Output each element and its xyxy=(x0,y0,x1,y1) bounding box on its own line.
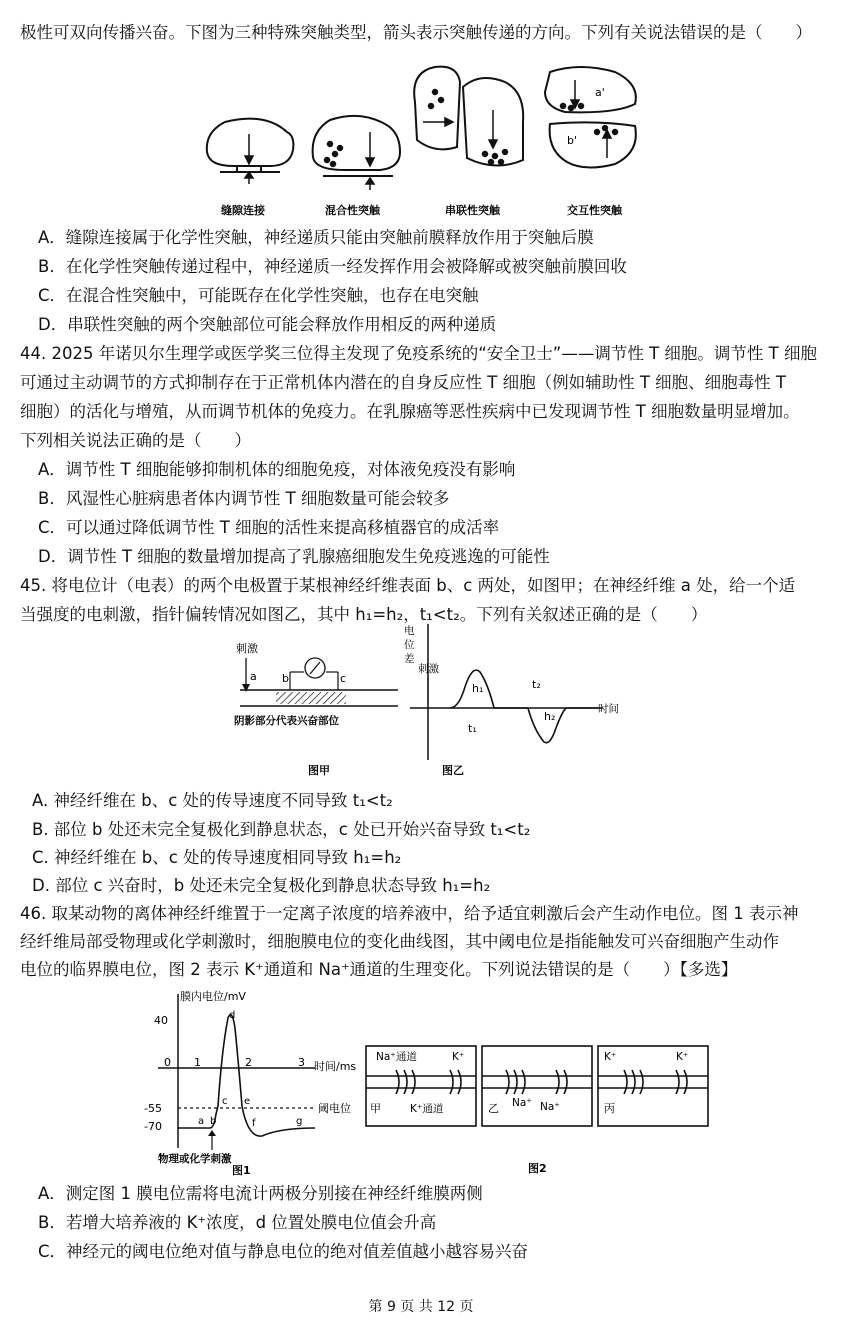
q45-option-d[interactable]: D. 部位 c 兴奋时，b 处还未完全复极化到静息状态导致 h₁=h₂ xyxy=(32,876,491,895)
q45-option-c[interactable]: C. 神经纤维在 b、c 处的传导速度相同导致 h₁=h₂ xyxy=(32,848,402,867)
page-footer: 第 9 页 共 12 页 xyxy=(368,1299,474,1315)
reciprocal-synapse-lower xyxy=(550,122,636,167)
q45-stem-line-1: 45. 将电位计（电表）的两个电极置于某根神经纤维表面 b、c 两处，如图甲；在神经纤维 a 处，给一个适 xyxy=(20,576,796,595)
yi-caption: 图乙 xyxy=(442,764,464,777)
yi-h2: h₂ xyxy=(544,710,556,723)
yi-h1: h₁ xyxy=(472,682,484,695)
fig2-na-ion-1: Na⁺ xyxy=(512,1097,532,1109)
caption-series-synapse: 串联性突触 xyxy=(445,204,500,217)
fig1-xtick-2: 2 xyxy=(245,1056,252,1069)
q46-stem-line-3: 电位的临界膜电位，图 2 表示 K⁺通道和 Na⁺通道的生理变化。下列说法错误的是（ ）【多选】 xyxy=(20,960,738,979)
label-a-prime: a' xyxy=(595,86,605,99)
fig2-na-ion-2: Na⁺ xyxy=(540,1101,560,1113)
fig1-stim-label: 物理或化学刺激 xyxy=(158,1153,232,1165)
fig1-ytick-40: 40 xyxy=(154,1014,168,1027)
figure-2-channels xyxy=(362,1040,716,1180)
yi-stim-label: 刺激 xyxy=(418,663,439,675)
q43-option-d[interactable]: D．串联性突触的两个突触部位可能会释放作用相反的两种递质 xyxy=(38,315,497,334)
q44-stem-line-2: 可通过主动调节的方式抑制存在于正常机体内潜在的自身反应性 T 细胞（例如辅助性 T 细胞、细胞毒性 T xyxy=(20,373,786,392)
jia-point-c: c xyxy=(340,672,347,685)
q43-option-b[interactable]: B．在化学性突触传递过程中，神经递质一经发挥作用会被降解或被突触前膜回收 xyxy=(38,257,627,276)
fig1-ytick-70: -70 xyxy=(144,1120,162,1133)
fig2-k-ion-3: K⁺ xyxy=(676,1051,689,1063)
label-b-prime: b' xyxy=(567,134,578,147)
series-synapse-presyn xyxy=(414,67,460,150)
fig1-point-c: c xyxy=(222,1096,228,1107)
q45-option-a[interactable]: A. 神经纤维在 b、c 处的传导速度不同导致 t₁<t₂ xyxy=(32,791,393,810)
yi-t2: t₂ xyxy=(532,678,541,691)
caption-mixed-synapse: 混合性突触 xyxy=(325,204,380,217)
q44-option-c[interactable]: C．可以通过降低调节性 T 细胞的活性来提高移植器官的成活率 xyxy=(38,518,500,537)
fig2-k-ion-1: K⁺ xyxy=(452,1051,465,1063)
q46-option-a[interactable]: A．测定图 1 膜电位需将电流计两极分别接在神经纤维膜两侧 xyxy=(38,1184,483,1203)
figure-1-action-potential xyxy=(140,988,370,1178)
figure-jia xyxy=(228,636,408,781)
fig1-caption: 图1 xyxy=(232,1164,251,1177)
fig1-xlabel: 时间/ms xyxy=(314,1060,357,1073)
fig2-panel-jia: 甲 xyxy=(370,1102,381,1115)
q46-option-b[interactable]: B．若增大培养液的 K⁺浓度，d 位置处膜电位值会升高 xyxy=(38,1213,437,1232)
fig1-point-g: g xyxy=(296,1116,303,1127)
q44-stem-line-4: 下列相关说法正确的是（ ） xyxy=(20,431,251,450)
q45-option-b[interactable]: B. 部位 b 处还未完全复极化到静息状态，c 处已开始兴奋导致 t₁<t₂ xyxy=(32,820,531,839)
fig2-k-channel: K⁺通道 xyxy=(410,1103,444,1115)
fig1-xtick-1: 1 xyxy=(194,1056,201,1069)
figure-yi xyxy=(398,620,638,782)
q43-option-a[interactable]: A．缝隙连接属于化学性突触，神经递质只能由突触前膜释放作用于突触后膜 xyxy=(38,228,594,247)
fig1-point-b: b xyxy=(210,1116,217,1127)
fig1-threshold-label: 阈电位 xyxy=(318,1102,351,1115)
fig2-na-channel: Na⁺通道 xyxy=(376,1051,417,1063)
synapse-types-figure xyxy=(195,62,655,220)
fig1-point-f: f xyxy=(252,1118,256,1129)
q46-stem-line-1: 46. 取某动物的离体神经纤维置于一定离子浓度的培养液中，给予适宜刺激后会产生动作电位。图 1 表示神 xyxy=(20,904,799,923)
fig2-panel-bing: 丙 xyxy=(604,1102,615,1115)
yi-ylabel-1: 电 xyxy=(404,625,415,637)
q46-option-c[interactable]: C．神经元的阈电位绝对值与静息电位的绝对值差值越小越容易兴奋 xyxy=(38,1242,529,1261)
q44-option-d[interactable]: D．调节性 T 细胞的数量增加提高了乳腺癌细胞发生免疫逃逸的可能性 xyxy=(38,547,550,566)
reciprocal-synapse-upper xyxy=(545,67,636,112)
fig2-caption: 图2 xyxy=(528,1162,547,1175)
q44-option-a[interactable]: A．调节性 T 细胞能够抑制机体的细胞免疫，对体液免疫没有影响 xyxy=(38,460,516,479)
fig1-xtick-3: 3 xyxy=(298,1056,305,1069)
fig1-ytick-55: -55 xyxy=(144,1102,162,1115)
q44-stem-line-3: 细胞）的活化与增殖，从而调节机体的免疫力。在乳腺癌等恶性疾病中已发现调节性 T 细胞数量明显增加。 xyxy=(20,402,800,421)
fig1-point-d: d xyxy=(229,1010,236,1021)
q45-stem-line-2: 当强度的电刺激，指针偏转情况如图乙，其中 h₁=h₂，t₁<t₂。下列有关叙述正确的是（ ） xyxy=(20,605,708,624)
fig1-ytick-0: 0 xyxy=(164,1056,171,1069)
intro-line: 极性可双向传播兴奋。下图为三种特殊突触类型，箭头表示突触传递的方向。下列有关说法错误的是（ ） xyxy=(20,23,812,42)
yi-ylabel-3: 差 xyxy=(404,653,415,665)
fig1-ylabel: 膜内电位/mV xyxy=(180,990,246,1003)
yi-xlabel: 时间 xyxy=(598,703,619,715)
fig1-point-a: a xyxy=(198,1116,205,1127)
caption-reciprocal-synapse: 交互性突触 xyxy=(567,204,622,217)
fig2-panel-yi: 乙 xyxy=(488,1102,499,1115)
caption-gap-junction: 缝隙连接 xyxy=(221,204,265,217)
q44-stem-line-1: 44. 2025 年诺贝尔生理学或医学奖三位得主发现了免疫系统的“安全卫士”——调节性 T 细胞。调节性 T 细胞 xyxy=(20,344,817,363)
q44-option-b[interactable]: B．风湿性心脏病患者体内调节性 T 细胞数量可能会较多 xyxy=(38,489,450,508)
jia-point-a: a xyxy=(250,670,257,683)
jia-point-b: b xyxy=(282,672,289,685)
jia-note: 阴影部分代表兴奋部位 xyxy=(234,715,339,727)
yi-t1: t₁ xyxy=(468,722,477,735)
jia-stim-label: 刺激 xyxy=(236,642,258,655)
fig2-k-ion-2: K⁺ xyxy=(604,1051,617,1063)
jia-caption: 图甲 xyxy=(308,764,330,777)
yi-ylabel-2: 位 xyxy=(404,639,415,651)
q43-option-c[interactable]: C．在混合性突触中，可能既存在化学性突触，也存在电突触 xyxy=(38,286,479,305)
q46-stem-line-2: 经纤维局部受物理或化学刺激时，细胞膜电位的变化曲线图，其中阈电位是指能触发可兴奋细胞产生动作 xyxy=(20,932,779,951)
fig1-point-e: e xyxy=(244,1096,251,1107)
